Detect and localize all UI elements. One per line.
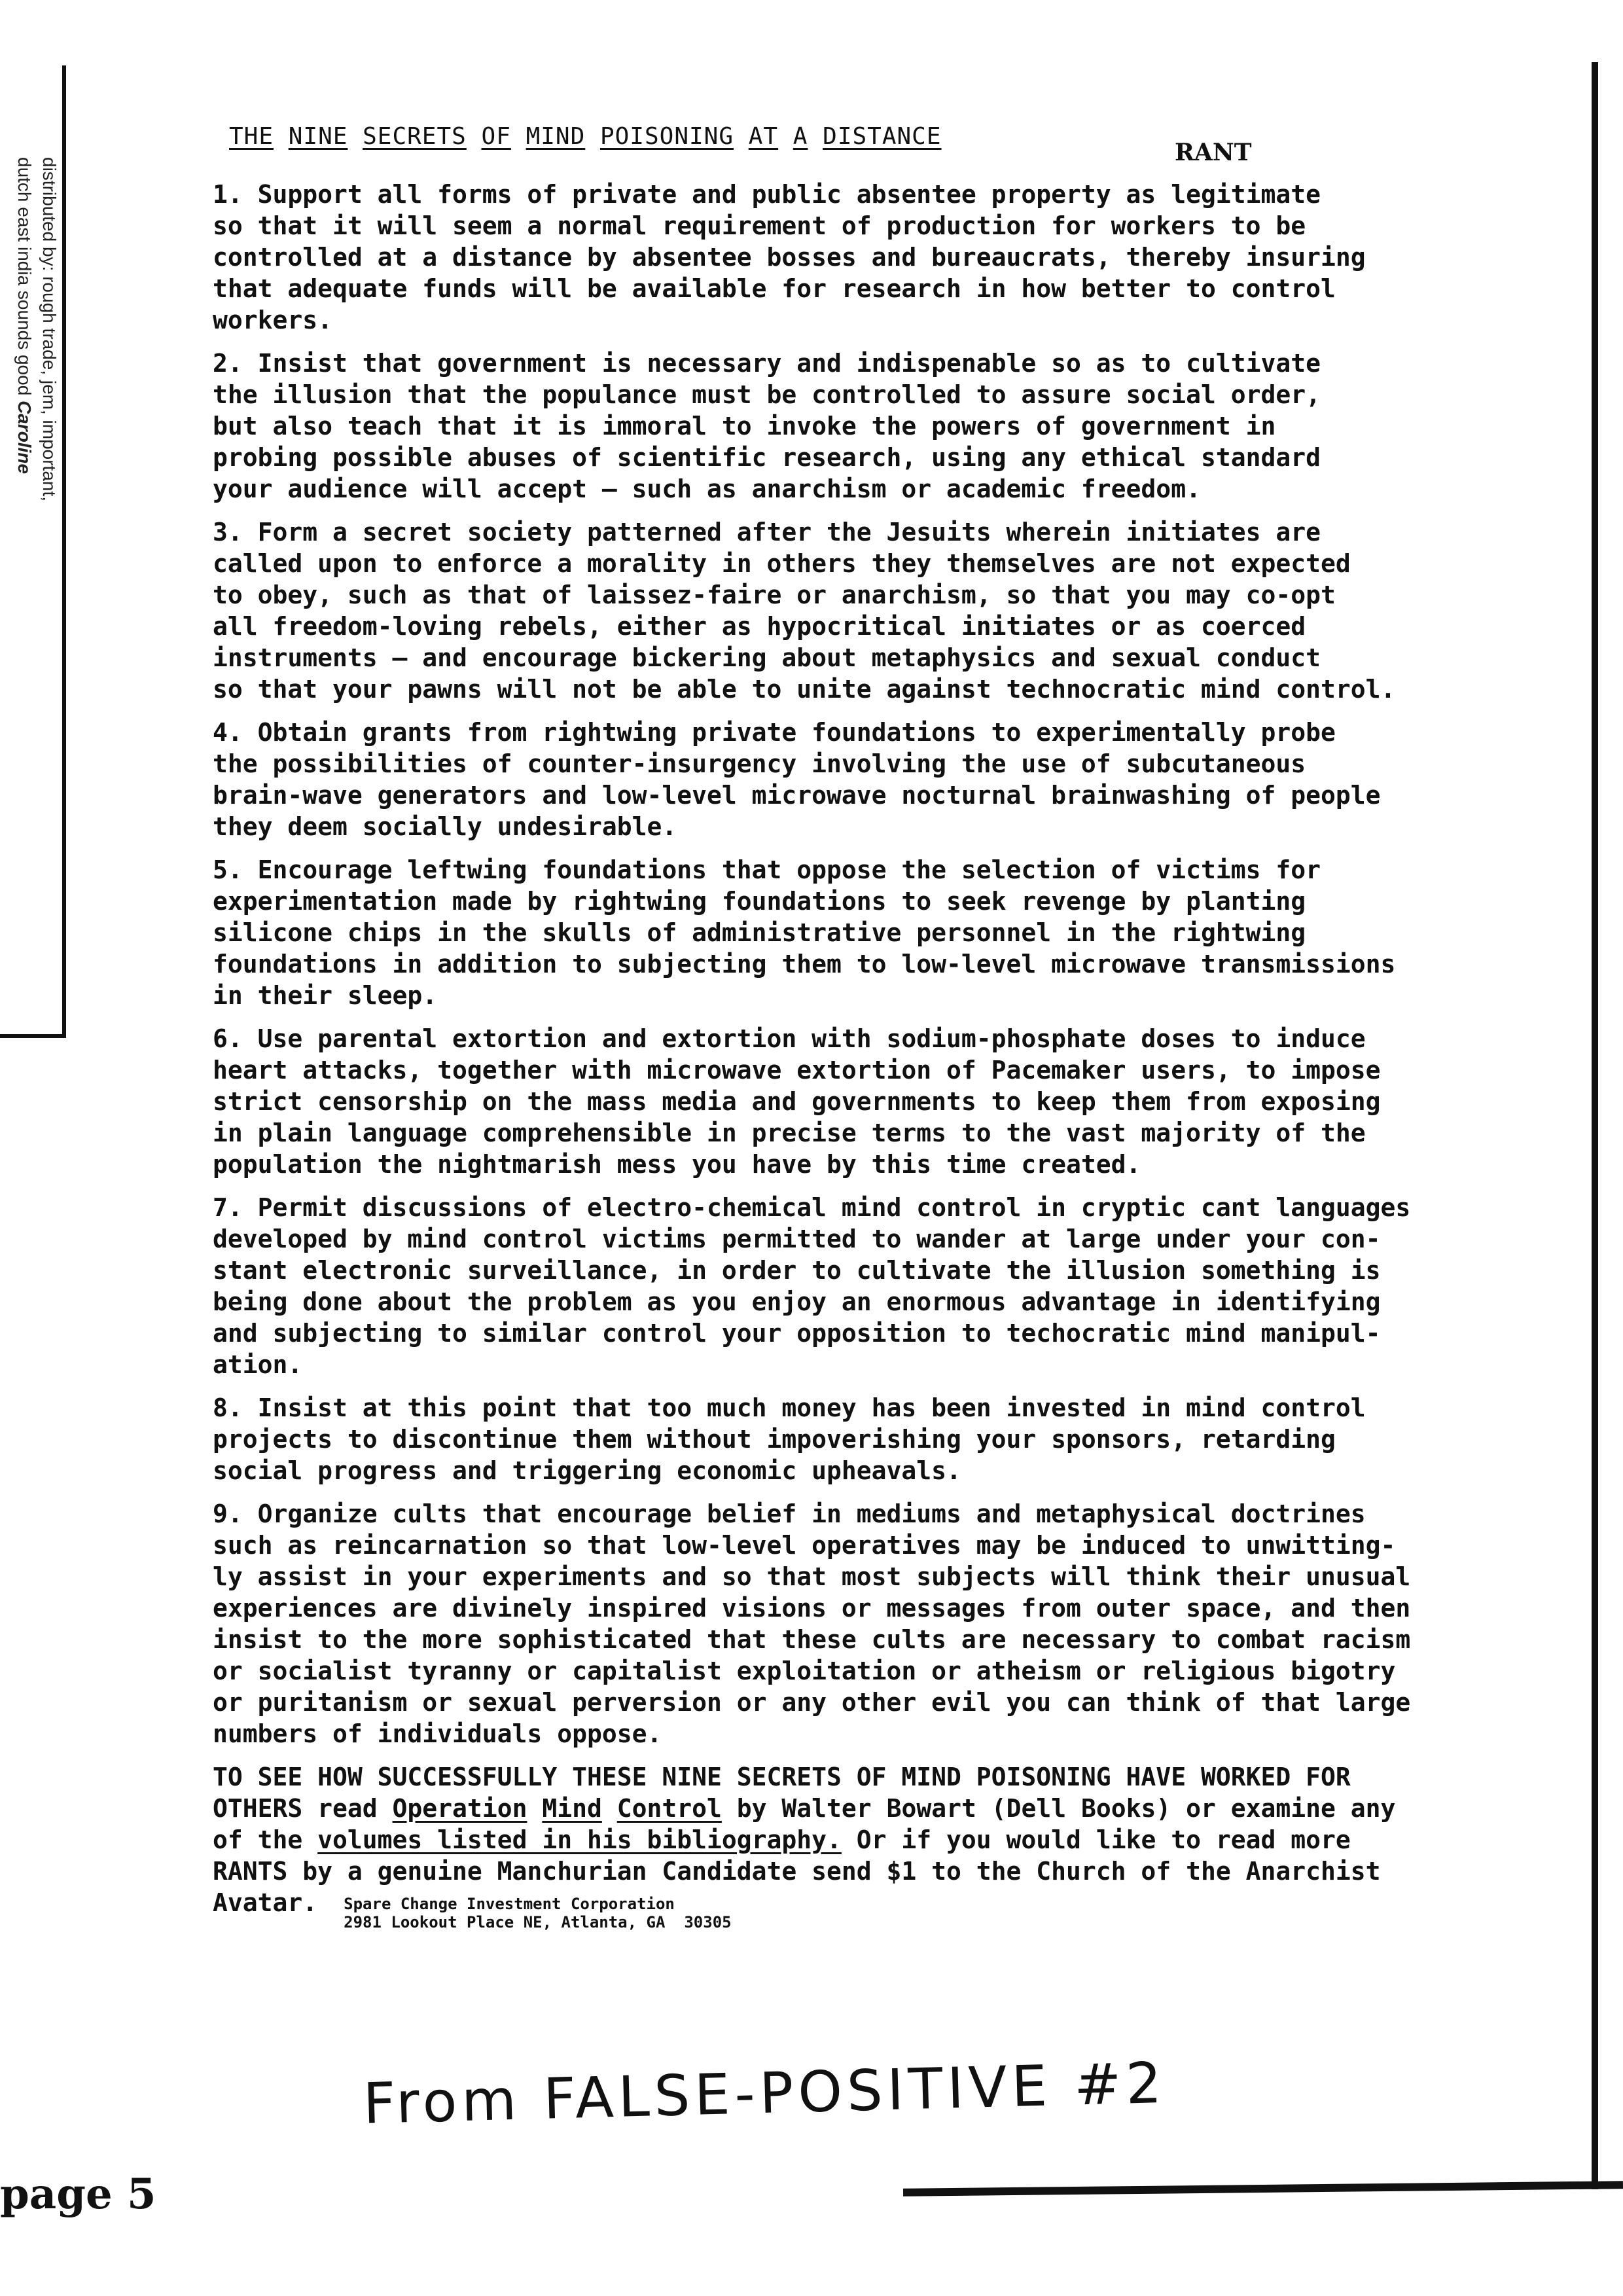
text-line: instruments — and encourage bickering about metaphysics and sexual conduct	[213, 643, 1321, 672]
address-street: 2981 Lookout Place NE, Atlanta, GA	[344, 1913, 666, 1931]
closing-paragraph	[213, 1761, 1535, 1931]
text-line: or puritanism or sexual perversion or any other evil you can think of that large	[213, 1688, 1411, 1717]
title-word: A	[793, 123, 808, 150]
secret-1	[213, 179, 1535, 336]
book-title-word: Operation	[392, 1794, 527, 1823]
text-line: foundations in addition to subjecting them to low-level microwave transmissions	[213, 950, 1396, 978]
distribution-line-2: dutch east india sounds good	[14, 157, 35, 401]
handwritten-source-note: From FALSE-POSITIVE #2	[362, 2050, 1168, 2137]
title-word: DISTANCE	[823, 123, 942, 150]
text-line: numbers of individuals oppose.	[213, 1719, 662, 1748]
text-line: RANTS by a genuine Manchurian Candidate send $1 to the Church of the Anarchist	[213, 1857, 1381, 1886]
document-body	[213, 121, 1535, 1931]
text-line: so that your pawns will not be able to unite against technocratic mind control.	[213, 675, 1396, 704]
text-line: and subjecting to similar control your opposition to techocratic mind manipul-	[213, 1319, 1381, 1348]
text-line: such as reincarnation so that low-level operatives may be induced to unwitting-	[213, 1531, 1396, 1560]
text-line: probing possible abuses of scientific research, using any ethical standard	[213, 443, 1321, 472]
text-span: OTHERS read	[213, 1794, 393, 1823]
text-line	[213, 1793, 1535, 1824]
text-line: but also teach that it is immoral to invoke the powers of government in	[213, 412, 1276, 440]
text-span: Or if you would like to read more	[841, 1825, 1351, 1854]
text-line: 8. Insist at this point that too much money has been invested in mind control	[213, 1393, 1366, 1422]
secret-4	[213, 717, 1535, 842]
title-word: NINE	[288, 123, 348, 150]
address-org: Spare Change Investment Corporation	[344, 1895, 675, 1913]
text-line: experimentation made by rightwing foundations to seek revenge by planting	[213, 887, 1306, 916]
title-word: SECRETS	[363, 123, 467, 150]
text-line: brain-wave generators and low-level microwave nocturnal brainwashing of people	[213, 781, 1381, 810]
distribution-credit	[12, 157, 62, 501]
text-line: 7. Permit discussions of electro-chemical mind control in cryptic cant languages	[213, 1193, 1411, 1222]
book-title-word: Mind	[542, 1794, 602, 1823]
secret-7	[213, 1192, 1535, 1380]
text-line: in their sleep.	[213, 981, 438, 1010]
text-line: all freedom-loving rebels, either as hypocritical initiates or as coerced	[213, 612, 1306, 641]
secret-8	[213, 1392, 1535, 1486]
text-line: the possibilities of counter-insurgency involving the use of subcutaneous	[213, 749, 1306, 778]
distribution-line-1: distributed by: rough trade, jem, important,	[39, 157, 60, 502]
text-line: 5. Encourage leftwing foundations that oppose the selection of victims for	[213, 855, 1321, 884]
book-title-word: Control	[616, 1794, 722, 1823]
text-line: 1. Support all forms of private and public absentee property as legitimate	[213, 180, 1321, 209]
address-stamp	[344, 1895, 731, 1931]
margin-distribution-box	[0, 65, 66, 1038]
text-line: to obey, such as that of laissez-faire or anarchism, so that you may co-opt	[213, 581, 1336, 609]
text-line: ly assist in your experiments and so that most subjects will think their unusual	[213, 1562, 1411, 1591]
text-line: experiences are divinely inspired visions or messages from outer space, and then	[213, 1594, 1411, 1623]
text-line: insist to the more sophisticated that these cults are necessary to combat racism	[213, 1625, 1411, 1654]
text-line: silicone chips in the skulls of administrative personnel in the rightwing	[213, 918, 1306, 947]
title-word: MIND	[526, 123, 586, 150]
secret-2	[213, 348, 1535, 505]
text-line: 6. Use parental extortion and extortion with sodium-phosphate doses to induce	[213, 1024, 1366, 1053]
text-line: so that it will seem a normal requirement of production for workers to be	[213, 211, 1306, 240]
text-line: called upon to enforce a morality in others they themselves are not expected	[213, 549, 1351, 578]
secret-9	[213, 1498, 1535, 1749]
text-line: controlled at a distance by absentee bosses and bureaucrats, thereby insuring	[213, 243, 1366, 272]
text-span: by Walter Bowart (Dell Books) or examine any	[721, 1794, 1396, 1823]
text-line: that adequate funds will be available for research in how better to control	[213, 274, 1336, 303]
rant-label: RANT	[1175, 139, 1252, 166]
text-line: social progress and triggering economic upheavals.	[213, 1456, 961, 1485]
title-word: THE	[229, 123, 274, 150]
text-line: ation.	[213, 1350, 303, 1379]
text-line: stant electronic surveillance, in order to cultivate the illusion something is	[213, 1256, 1381, 1285]
page-border-right	[1592, 62, 1598, 2189]
handwritten-signature: Caroline	[14, 401, 35, 475]
text-line: being done about the problem as you enjoy an enormous advantage in identifying	[213, 1287, 1381, 1316]
secret-5	[213, 854, 1535, 1011]
text-line: projects to discontinue them without impoverishing your sponsors, retarding	[213, 1425, 1336, 1454]
secret-6	[213, 1023, 1535, 1180]
text-line: 4. Obtain grants from rightwing private foundations to experimentally probe	[213, 718, 1336, 747]
text-line: developed by mind control victims permitted to wander at large under your con-	[213, 1225, 1381, 1253]
text-span: of the	[213, 1825, 318, 1854]
page-number: page 5	[0, 2170, 156, 2219]
text-line: the illusion that the populance must be controlled to assure social order,	[213, 380, 1321, 409]
text-line: strict censorship on the mass media and governments to keep them from exposing	[213, 1087, 1381, 1116]
text-span: Avatar.	[213, 1888, 318, 1917]
text-line: or socialist tyranny or capitalist exploitation or atheism or religious bigotry	[213, 1657, 1396, 1685]
title-word: POISONING	[599, 123, 734, 150]
text-line: workers.	[213, 306, 333, 334]
text-line	[213, 1887, 1535, 1931]
text-line: heart attacks, together with microwave extortion of Pacemaker users, to impose	[213, 1056, 1381, 1085]
secret-3	[213, 516, 1535, 705]
text-line: 2. Insist that government is necessary and indispenable so as to cultivate	[213, 349, 1321, 378]
document-title	[229, 121, 1535, 152]
text-line: 3. Form a secret society patterned after the Jesuits wherein initiates are	[213, 518, 1321, 547]
page-border-bottom	[903, 2181, 1623, 2197]
title-word: AT	[748, 123, 779, 150]
text-line: 9. Organize cults that encourage belief in mediums and metaphysical doctrines	[213, 1499, 1366, 1528]
text-line: TO SEE HOW SUCCESSFULLY THESE NINE SECRETS OF MIND POISONING HAVE WORKED FOR	[213, 1763, 1351, 1791]
text-line	[213, 1824, 1535, 1856]
text-line: your audience will accept — such as anarchism or academic freedom.	[213, 475, 1201, 503]
text-line: they deem socially undesirable.	[213, 812, 677, 841]
title-word: OF	[481, 123, 511, 150]
address-zip: 30305	[684, 1913, 732, 1931]
text-line: population the nightmarish mess you have by this time created.	[213, 1150, 1141, 1179]
text-line: in plain language comprehensible in precise terms to the vast majority of the	[213, 1119, 1366, 1147]
underlined-span: volumes listed in his bibliography.	[317, 1825, 842, 1854]
